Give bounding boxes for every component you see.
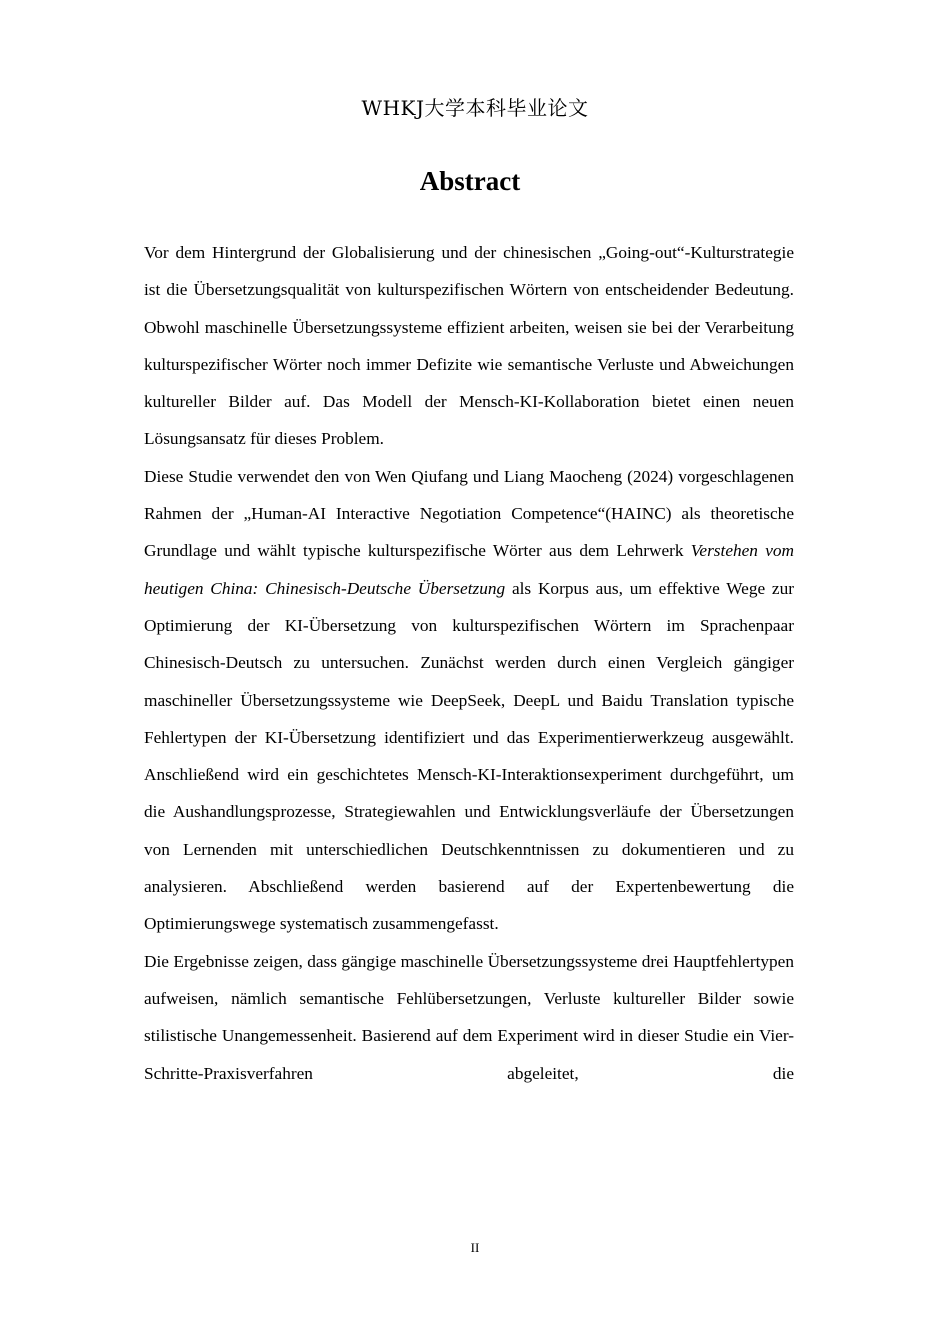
- paragraph-2-text-end: als Korpus aus, um effektive Wege zur Optimierung der KI-Übersetzung von kulturspezifischen Wörtern im Sprachenpaar Chinesisch-Deutsch zu untersuchen. Zunächst werden durch einen Vergleich gängiger maschineller Übersetzungssysteme wie DeepSeek, DeepL und Baidu Translation typische Fehlertypen der KI-Übersetzung identifiziert und das Experimentierwerkzeug ausgewählt. Anschließend wird ein geschichtetes Mensch-KI-Interaktionsexperiment durchgeführt, um die Aushandlungsprozesse, Strategiewahlen und Entwicklungsverläufe der Übersetzungen von Lernenden mit unterschiedlichen Deutschkenntnissen zu dokumentieren und zu analysieren. Abschließend werden basierend auf der Expertenbewertung die Optimierungswege systematisch zusammengefasst.: [144, 578, 794, 934]
- abstract-body: [144, 234, 794, 1129]
- paragraph-2-text-start: Diese Studie verwendet den von Wen Qiufang und Liang Maocheng (2024) vorgeschlagenen Rahmen der „Human-AI Interactive Negotiation Competence“(HAINC) als theoretische Grundlage und wählt typische kulturspezifische Wörter aus dem Lehrwerk: [144, 466, 794, 561]
- paragraph-2: [144, 458, 794, 943]
- page-header: WHKJ大学本科毕业论文: [361, 96, 589, 120]
- abstract-title: Abstract: [419, 166, 521, 196]
- paragraph-3: Die Ergebnisse zeigen, dass gängige maschinelle Übersetzungssysteme drei Hauptfehlertypen aufweisen, nämlich semantische Fehlübersetzungen, Verluste kultureller Bilder sowie stilistische Unangemessenheit. Basierend auf dem Experiment wird in dieser Studie ein Vier-Schritte-Praxisverfahren abgeleitet, die: [144, 951, 794, 1083]
- page-number: II: [470, 1240, 480, 1255]
- textbook-title: Verstehen vom heutigen China: Chinesisch-Deutsche Übersetzung: [144, 541, 794, 598]
- paragraph-1: Vor dem Hintergrund der Globalisierung und der chinesischen „Going-out“-Kulturstrategie ist die Übersetzungsqualität von kulturspezifischen Wörtern von entscheidender Bedeutung. Obwohl maschinelle Übersetzungssysteme effizient arbeiten, weisen sie bei der Verarbeitung kulturspezifischer Wörter noch immer Defizite wie semantische Verluste und Abweichungen kultureller Bilder auf. Das Modell der Mensch-KI-Kollaboration bietet einen neuen Lösungsansatz für dieses Problem.: [144, 243, 794, 449]
